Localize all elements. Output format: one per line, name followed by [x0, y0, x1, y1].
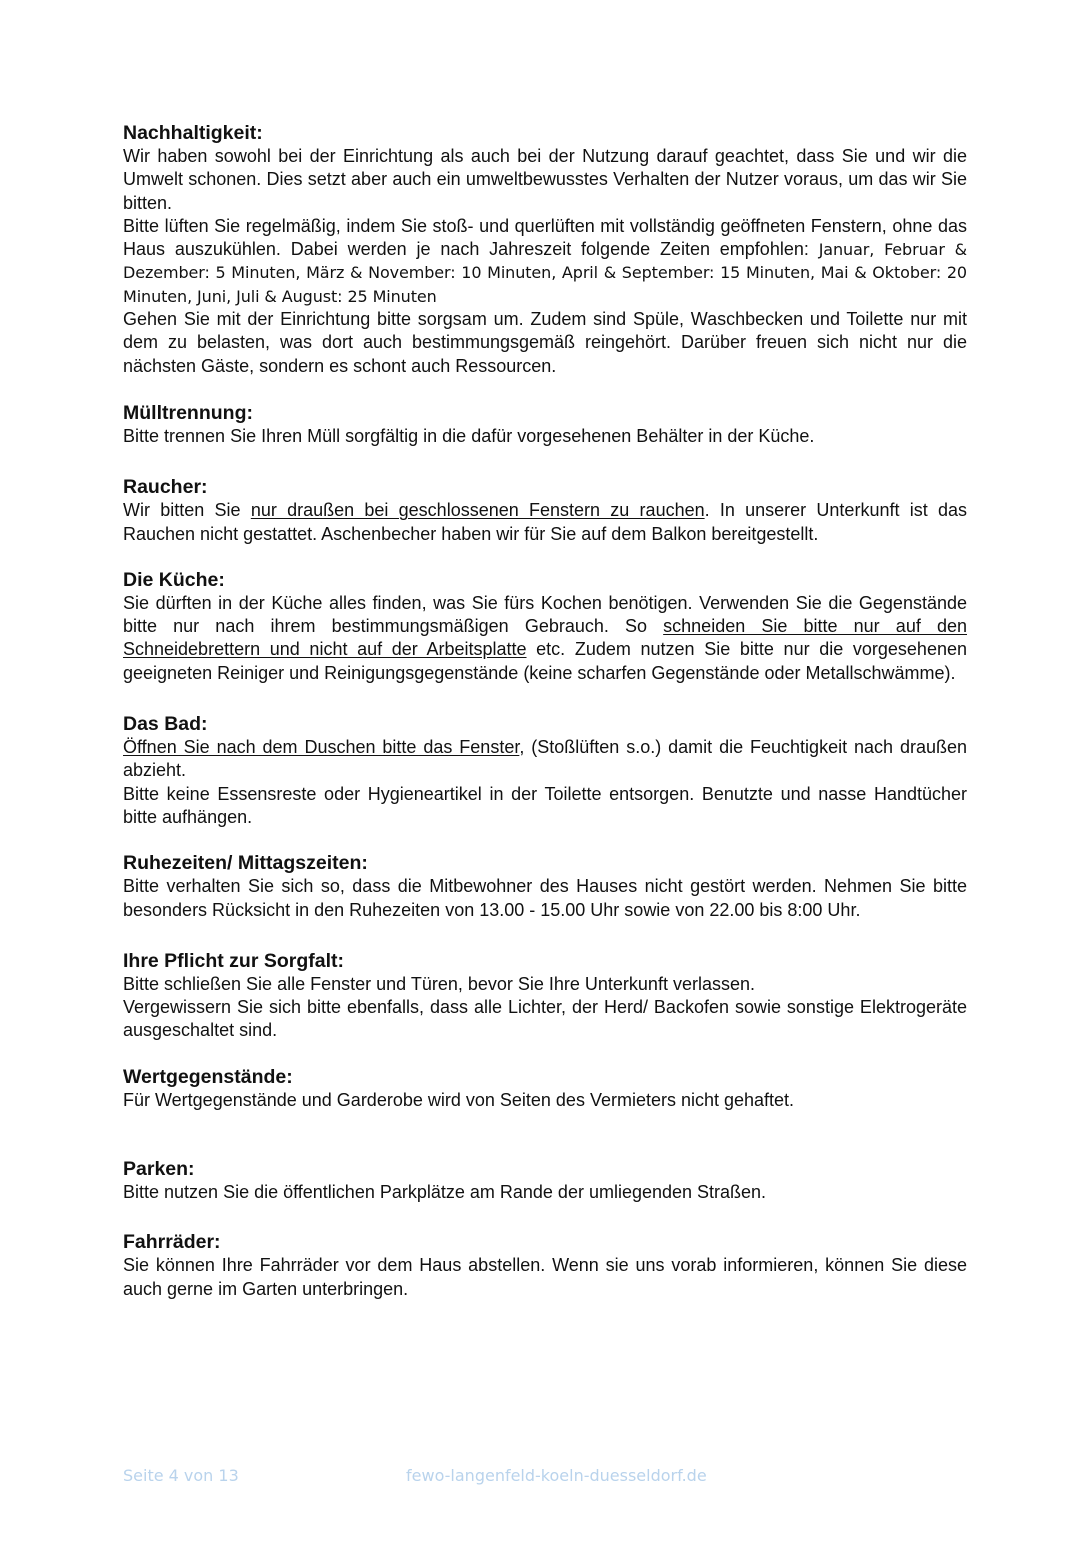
section-bad — [123, 712, 967, 829]
text-run: etc. Zudem nutzen Sie bitte nur die vorgesehenen geeigneten Reiniger und Reinigungsgegenstände (keine scharfen Gegenstände oder Metallschwämme). — [123, 639, 967, 683]
page-content — [123, 121, 967, 1301]
section-nachhaltigkeit — [123, 121, 967, 378]
heading-parken: Parken: — [123, 1158, 195, 1181]
heading-nachhaltigkeit: Nachhaltigkeit: — [123, 122, 263, 144]
underlined-text: Öffnen Sie nach dem Duschen bitte das Fenster — [123, 737, 520, 758]
paragraph — [123, 592, 967, 685]
page-number: Seite 4 von 13 — [123, 1466, 239, 1485]
paragraph: Bitte keine Essensreste oder Hygieneartikel in der Toilette entsorgen. Benutzte und nasse Handtücher bitte aufhängen. — [123, 783, 967, 827]
paragraph: Für Wertgegenstände und Garderobe wird von Seiten des Vermieters nicht gehaftet. — [123, 1089, 795, 1110]
underlined-text: nur draußen bei geschlossenen Fenstern zu rauchen — [250, 500, 705, 521]
text-run: . In unserer Unterkunft ist das Rauchen nicht gestattet. Aschenbecher haben wir für Sie auf dem Balkon bereitgestellt. — [123, 500, 967, 544]
paragraph: Bitte verhalten Sie sich so, dass die Mitbewohner des Hauses nicht gestört werden. Nehmen Sie bitte besonders Rücksicht in den Ruhezeiten von 13.00 - 15.00 Uhr sowie von 22.00 bis 8:00 Uhr. — [123, 876, 967, 920]
website-link[interactable]: fewo-langenfeld-koeln-duesseldorf.de — [406, 1466, 707, 1485]
paragraph: Bitte nutzen Sie die öffentlichen Parkplätze am Rande der umliegenden Straßen. — [123, 1182, 767, 1203]
paragraph — [123, 215, 967, 308]
heading-muelltrennung: Mülltrennung: — [123, 401, 253, 424]
section-kueche — [123, 568, 967, 685]
section-parken — [123, 1157, 967, 1204]
section-ruhezeiten — [123, 851, 967, 922]
paragraph: Bitte schließen Sie alle Fenster und Türen, bevor Sie Ihre Unterkunft verlassen. — [123, 973, 755, 994]
heading-bad: Das Bad: — [123, 713, 208, 736]
page-footer — [123, 1466, 967, 1490]
heading-fahrraeder: Fahrräder: — [123, 1231, 221, 1254]
text-run: Sie dürften in der Küche alles finden, was Sie fürs Kochen benötigen. Verwenden Sie die Gegenstände bitte nur nach ihrem bestimmungsmäßigen Gebrauch. So — [123, 592, 967, 637]
text-run: , (Stoßlüften s.o.) damit die Feuchtigkeit nach draußen abzieht. — [123, 737, 967, 781]
text-run: Bitte lüften Sie regelmäßig, indem Sie stoß- und querlüften mit vollständig geöffneten Fenstern, ohne das Haus auszukühlen. Dabei werden je nach Jahreszeit folgende Zeiten empfohlen: — [123, 215, 967, 260]
paragraph: Vergewissern Sie sich bitte ebenfalls, dass alle Lichter, der Herd/ Backofen sowie sonstige Elektrogeräte ausgeschaltet sind. — [123, 997, 967, 1041]
heading-wertgegenstaende: Wertgegenstände: — [123, 1065, 293, 1088]
text-run-ventilation-times: Januar, Februar & Dezember: 5 Minuten, März & November: 10 Minuten, April & September: 15 Minuten, Mai & Oktober: 20 Minuten, Juni, Juli & August: 25 Minuten — [123, 240, 967, 306]
text-run: Wir bitten Sie — [123, 500, 251, 521]
section-raucher — [123, 475, 967, 546]
heading-ruhezeiten: Ruhezeiten/ Mittagszeiten: — [123, 852, 368, 875]
paragraph: Bitte trennen Sie Ihren Müll sorgfältig in die dafür vorgesehenen Behälter in der Küche. — [123, 425, 815, 446]
section-wertgegenstaende — [123, 1065, 967, 1112]
paragraph — [123, 736, 967, 783]
heading-raucher: Raucher: — [123, 476, 208, 499]
heading-sorgfalt: Ihre Pflicht zur Sorgfalt: — [123, 949, 345, 972]
paragraph: Sie können Ihre Fahrräder vor dem Haus abstellen. Wenn sie uns vorab informieren, können Sie diese auch gerne im Garten unterbringen. — [123, 1255, 967, 1299]
underlined-text: schneiden Sie bitte nur auf den Schneidebrettern und nicht auf der Arbeitsplatte — [123, 616, 967, 660]
section-muelltrennung — [123, 401, 967, 448]
paragraph: Wir haben sowohl bei der Einrichtung als auch bei der Nutzung darauf geachtet, dass Sie und wir die Umwelt schonen. Dies setzt aber auch ein umweltbewusstes Verhalten der Nutzer voraus, um das wir Sie bitten. — [123, 146, 967, 213]
heading-kueche: Die Küche: — [123, 568, 225, 591]
paragraph — [123, 499, 967, 546]
section-sorgfalt — [123, 949, 967, 1043]
section-fahrraeder — [123, 1230, 967, 1301]
paragraph: Gehen Sie mit der Einrichtung bitte sorgsam um. Zudem sind Spüle, Waschbecken und Toilette nur mit dem zu belasten, was dort auch bestimmungsgemäß reingehört. Darüber freuen sich nicht nur die nächsten Gäste, sondern es schont auch Ressourcen. — [123, 309, 967, 376]
